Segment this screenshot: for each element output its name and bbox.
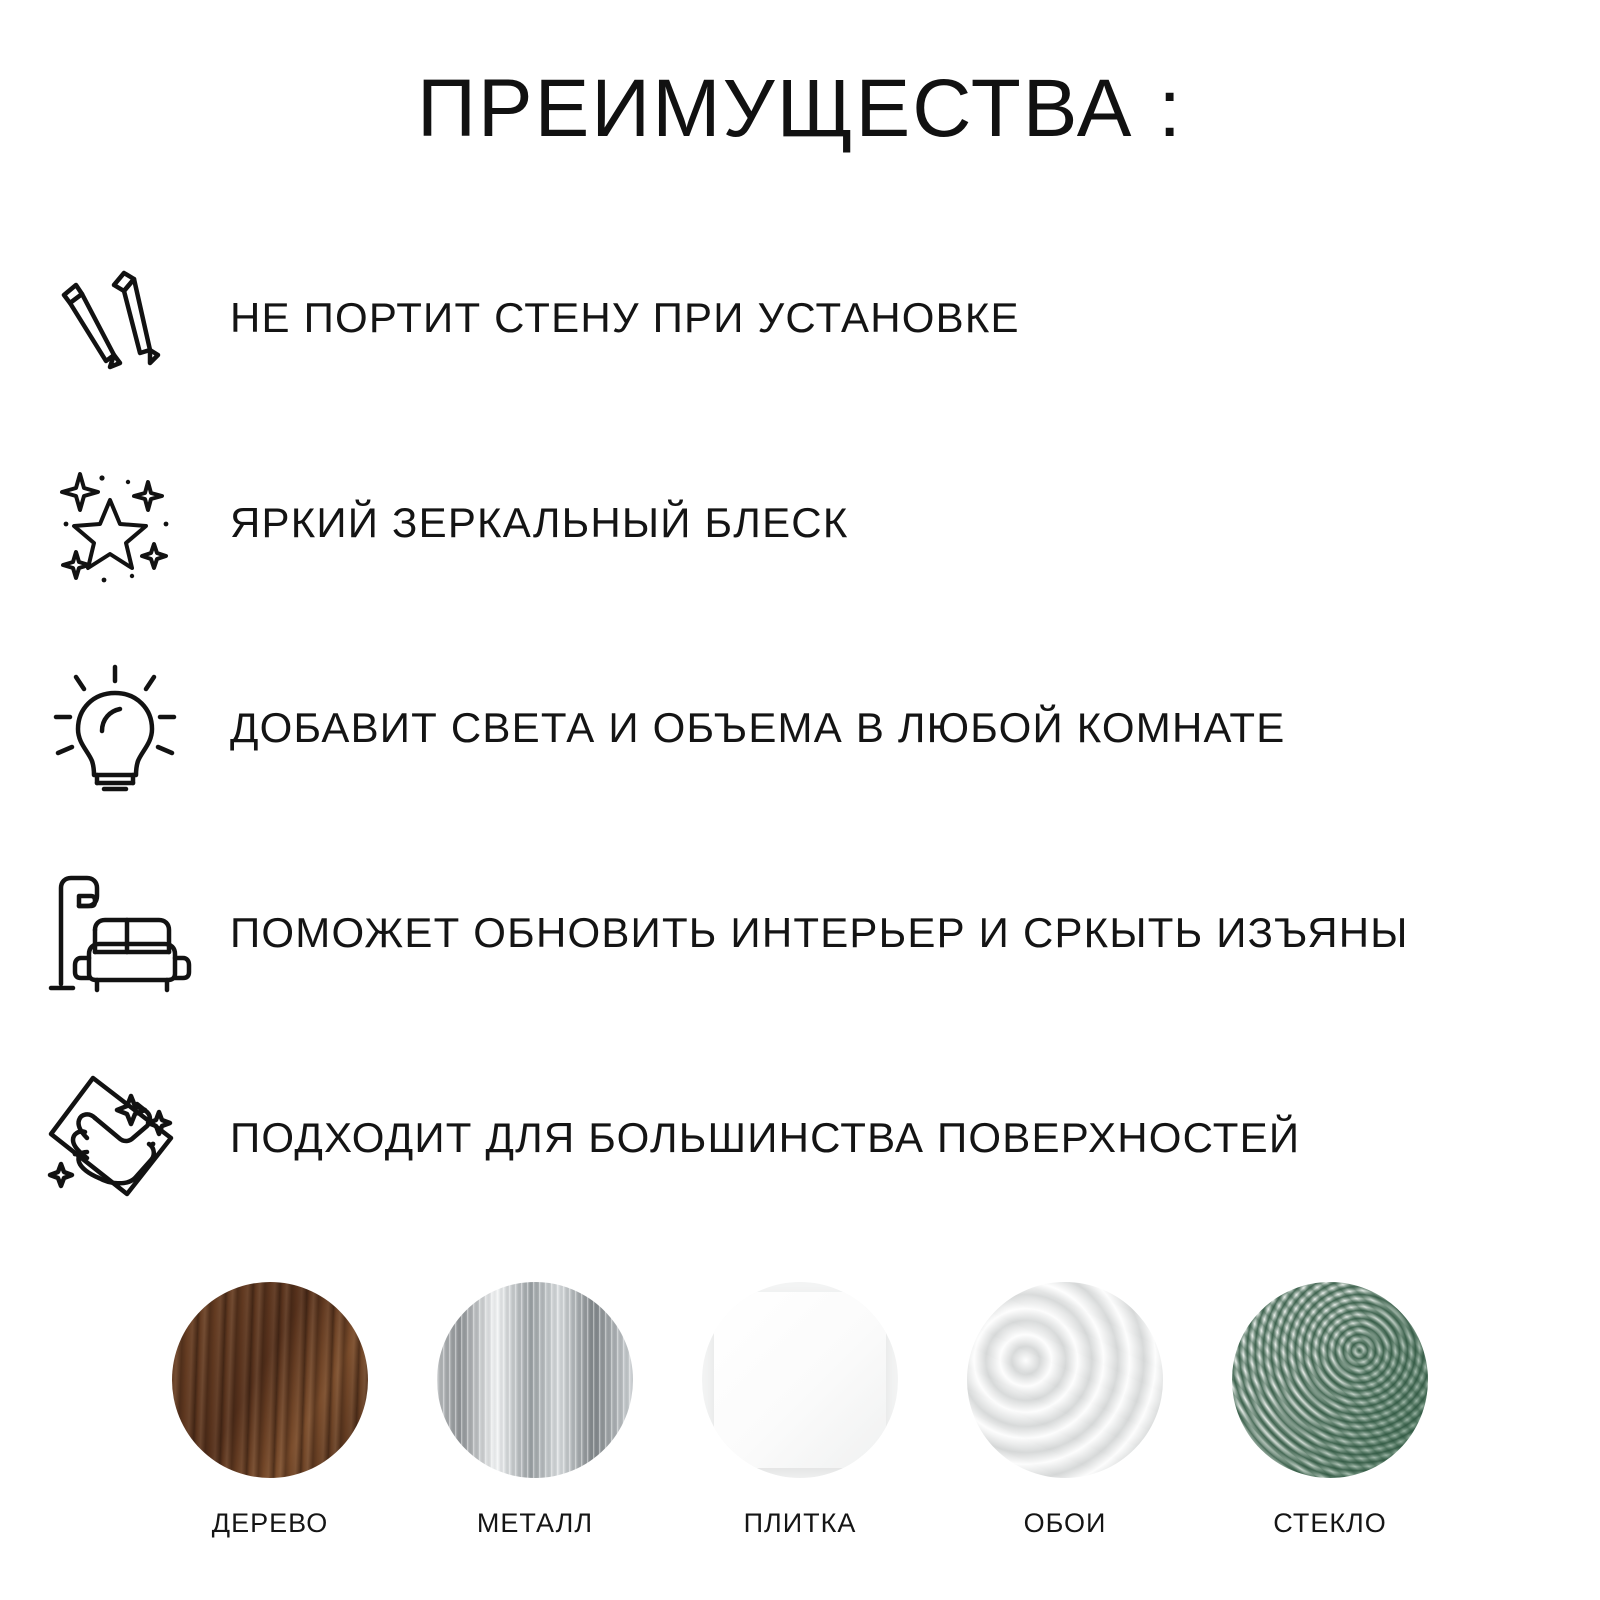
feature-label: НЕ ПОРТИТ СТЕНУ ПРИ УСТАНОВКЕ bbox=[230, 293, 1020, 341]
feature-label: ЯРКИЙ ЗЕРКАЛЬНЫЙ БЛЕСК bbox=[230, 498, 849, 546]
cleaning-hand-icon bbox=[0, 1060, 230, 1215]
feature-label: ДОБАВИТ СВЕТА И ОБЪЕМА В ЛЮБОЙ КОМНАТЕ bbox=[230, 703, 1286, 751]
surface-item bbox=[693, 1282, 908, 1539]
feature-row bbox=[0, 215, 1600, 420]
surface-label: МЕТАЛЛ bbox=[476, 1508, 594, 1538]
page-title: ПРЕИМУЩЕСТВА : bbox=[416, 63, 1184, 154]
wallpaper-swatch bbox=[967, 1282, 1163, 1478]
surface-label: ОБОИ bbox=[1023, 1508, 1107, 1538]
wood-swatch bbox=[172, 1282, 368, 1478]
surface-item bbox=[958, 1282, 1173, 1539]
feature-row bbox=[0, 830, 1600, 1035]
surface-label: ДЕРЕВО bbox=[211, 1508, 329, 1538]
feature-row bbox=[0, 420, 1600, 625]
feature-row bbox=[0, 625, 1600, 830]
lightbulb-icon bbox=[0, 653, 230, 803]
glass-swatch bbox=[1232, 1282, 1428, 1478]
feature-label: ПОДХОДИТ ДЛЯ БОЛЬШИНСТВА ПОВЕРХНОСТЕЙ bbox=[230, 1113, 1301, 1161]
sparkle-star-icon bbox=[0, 448, 230, 598]
nails-icon bbox=[0, 243, 230, 393]
features-list bbox=[0, 215, 1600, 1240]
feature-label: ПОМОЖЕТ ОБНОВИТЬ ИНТЕРЬЕР И СРКЫТЬ ИЗЪЯНЫ bbox=[230, 908, 1409, 956]
surface-item bbox=[1223, 1282, 1438, 1539]
surface-label: СТЕКЛО bbox=[1273, 1508, 1387, 1538]
metal-swatch bbox=[437, 1282, 633, 1478]
surface-swatches bbox=[0, 1282, 1600, 1539]
surface-item bbox=[428, 1282, 643, 1539]
feature-row bbox=[0, 1035, 1600, 1240]
surface-label: ПЛИТКА bbox=[743, 1508, 857, 1538]
sofa-lamp-icon bbox=[0, 858, 230, 1008]
tile-swatch bbox=[702, 1282, 898, 1478]
surface-item bbox=[163, 1282, 378, 1539]
